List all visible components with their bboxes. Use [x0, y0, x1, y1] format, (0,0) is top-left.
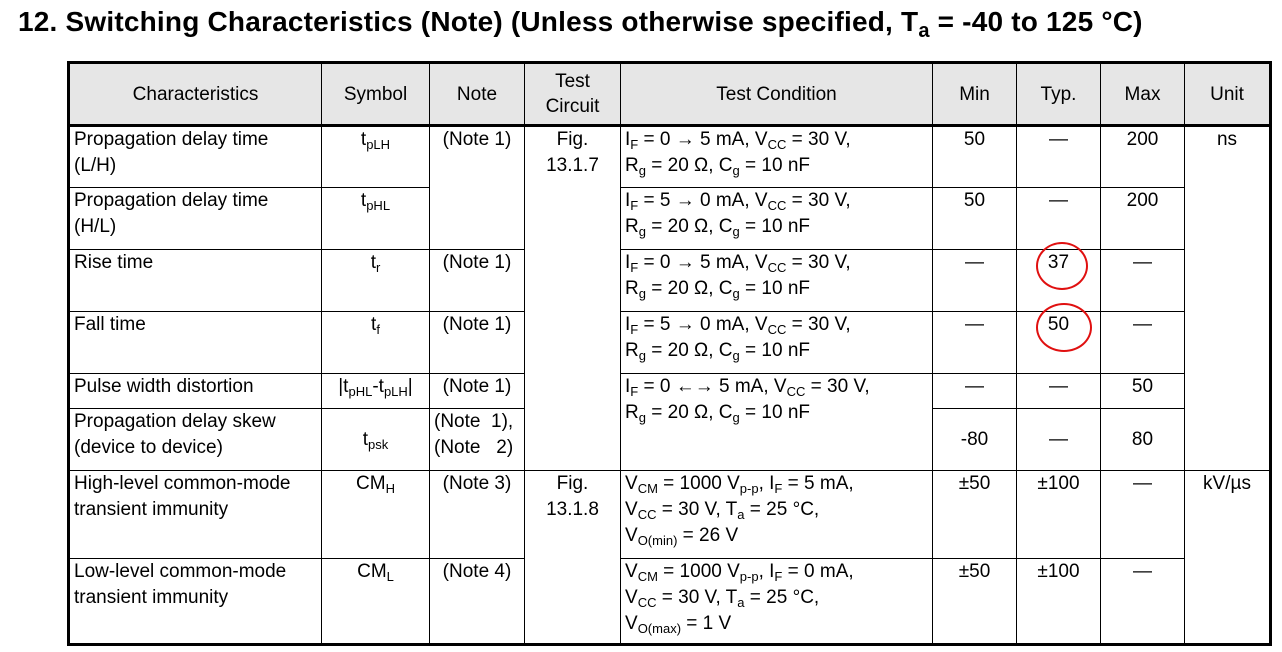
typ-cell: — — [1017, 374, 1101, 409]
symbol-cell: $t_r$ — [322, 250, 430, 312]
min-cell: 50 — [933, 126, 1017, 188]
max-cell: — — [1101, 250, 1185, 312]
symbol-cell: $t_f$ — [322, 312, 430, 374]
condition-cell: $I_F = 0$ ←→ 5 mA, $V_{CC} = 30$ V, $R_g = 20$ Ω, $C_g = 10$ nF — [621, 374, 933, 471]
symbol-cell: $t_{pHL}$ — [322, 188, 430, 250]
note-cell: (Note 1) — [430, 126, 525, 250]
table-row — [69, 188, 1271, 250]
header-symbol: Symbol — [322, 63, 430, 126]
note-cell: (Note 1) — [430, 312, 525, 374]
max-cell: — — [1101, 559, 1185, 645]
test-circuit-cell: Fig. 13.1.8 — [525, 471, 621, 645]
max-cell: 80 — [1101, 409, 1185, 471]
unit-cell: ns — [1185, 126, 1271, 471]
table-row — [69, 559, 1271, 645]
typ-cell: 37 — [1017, 250, 1101, 312]
table-header-row — [69, 63, 1271, 126]
test-circuit-cell: Fig. 13.1.7 — [525, 126, 621, 471]
min-cell: ±50 — [933, 471, 1017, 559]
header-typ: Typ. — [1017, 63, 1101, 126]
char-cell: Propagation delay time (H/L) — [69, 188, 322, 250]
header-characteristics: Characteristics — [69, 63, 322, 126]
char-cell: Fall time — [69, 312, 322, 374]
char-cell: Pulse width distortion — [69, 374, 322, 409]
char-cell: Low-level common-mode transient immunity — [69, 559, 322, 645]
condition-cell: $I_F = 0 \to 5$ mA, $V_{CC} = 30$ V, $R_g = 20$ Ω, $C_g = 10$ nF — [621, 126, 933, 188]
min-cell: — — [933, 250, 1017, 312]
symbol-cell: $CM_L$ — [322, 559, 430, 645]
unit-cell: kV/µs — [1185, 471, 1271, 645]
table-row — [69, 126, 1271, 188]
condition-cell: $V_{CM} = 1000$ $V_{p-p}$, $I_F = 5$ mA, $V_{CC} = 30$ V, $T_a = 25$ °C, $V_{O(min)} = 26$ V — [621, 471, 933, 559]
min-cell: -80 — [933, 409, 1017, 471]
red-annotation-circle-rise-typ — [1036, 242, 1088, 290]
table-row — [69, 250, 1271, 312]
typ-cell: — — [1017, 126, 1101, 188]
char-cell: Propagation delay time (L/H) — [69, 126, 322, 188]
header-test-circuit: Test Circuit — [525, 63, 621, 126]
condition-cell: $I_F = 5 \to 0$ mA, $V_{CC} = 30$ V, $R_g = 20$ Ω, $C_g = 10$ nF — [621, 312, 933, 374]
min-cell: 50 — [933, 188, 1017, 250]
typ-cell: 50 — [1017, 312, 1101, 374]
typ-cell: — — [1017, 188, 1101, 250]
typ-cell: ±100 — [1017, 559, 1101, 645]
max-cell: 200 — [1101, 126, 1185, 188]
note-cell: (Note 1) — [430, 250, 525, 312]
char-cell: High-level common-mode transient immunity — [69, 471, 322, 559]
max-cell: 50 — [1101, 374, 1185, 409]
max-cell: 200 — [1101, 188, 1185, 250]
table-row — [69, 471, 1271, 559]
header-max: Max — [1101, 63, 1185, 126]
symbol-cell: $t_{pLH}$ — [322, 126, 430, 188]
condition-cell: $I_F = 5 \to 0$ mA, $V_{CC} = 30$ V, $R_g = 20$ Ω, $C_g = 10$ nF — [621, 188, 933, 250]
max-cell: — — [1101, 312, 1185, 374]
symbol-cell: $t_{psk}$ — [322, 409, 430, 471]
min-cell: — — [933, 312, 1017, 374]
typ-cell: ±100 — [1017, 471, 1101, 559]
table-row — [69, 374, 1271, 409]
note-cell: (Note 1) — [430, 374, 525, 409]
section-title: 12. Switching Characteristics (Note) (Unless otherwise specified, $T_a = -40$ to 125 °C) — [18, 6, 1143, 42]
header-note: Note — [430, 63, 525, 126]
typ-cell: — — [1017, 409, 1101, 471]
note-cell: (Note 3) — [430, 471, 525, 559]
char-cell: Rise time — [69, 250, 322, 312]
condition-cell: $I_F = 0 \to 5$ mA, $V_{CC} = 30$ V, $R_g = 20$ Ω, $C_g = 10$ nF — [621, 250, 933, 312]
note-cell: (Note 4) — [430, 559, 525, 645]
condition-cell: $V_{CM} = 1000$ $V_{p-p}$, $I_F = 0$ mA, $V_{CC} = 30$ V, $T_a = 25$ °C, $V_{O(max)} = 1$ V — [621, 559, 933, 645]
red-annotation-circle-fall-typ — [1036, 303, 1092, 352]
note-cell: (Note 1), (Note 2) — [430, 409, 525, 471]
char-cell: Propagation delay skew (device to device) — [69, 409, 322, 471]
min-cell: ±50 — [933, 559, 1017, 645]
min-cell: — — [933, 374, 1017, 409]
header-test-condition: Test Condition — [621, 63, 933, 126]
header-unit: Unit — [1185, 63, 1271, 126]
switching-characteristics-table — [67, 61, 1272, 646]
symbol-cell: $|t_{pHL}-t_{pLH}|$ — [322, 374, 430, 409]
header-min: Min — [933, 63, 1017, 126]
max-cell: — — [1101, 471, 1185, 559]
symbol-cell: $CM_H$ — [322, 471, 430, 559]
